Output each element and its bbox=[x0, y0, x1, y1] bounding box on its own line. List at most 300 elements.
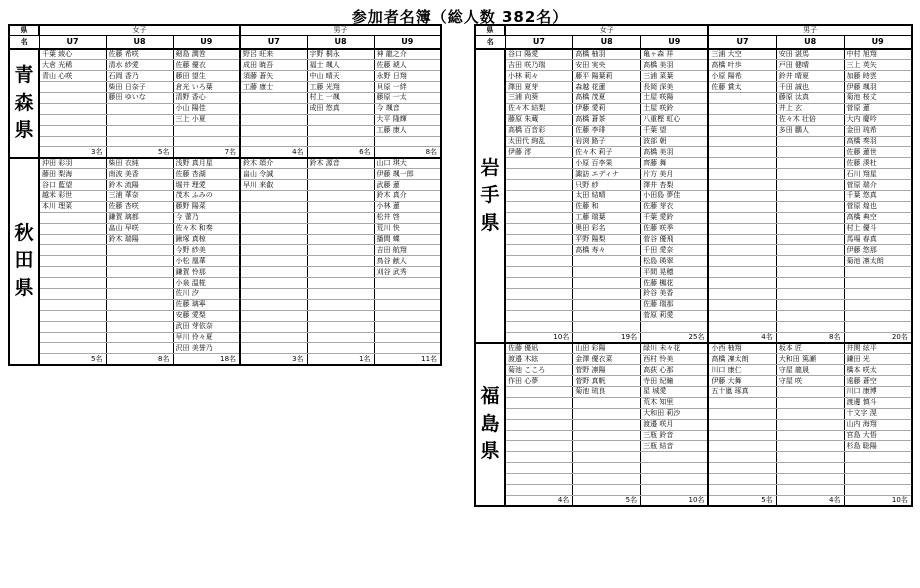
count-cell: 10名 bbox=[641, 495, 709, 506]
participant-cell: 高橋 叶歩 bbox=[708, 60, 776, 71]
participant-cell bbox=[307, 245, 374, 256]
participant-cell bbox=[641, 474, 709, 485]
participant-cell bbox=[39, 234, 106, 245]
table-row bbox=[475, 103, 912, 114]
participant-cell bbox=[106, 267, 173, 278]
participant-cell: 鈴井 晴夏 bbox=[776, 71, 844, 82]
participant-cell: 渡邊 慎斗 bbox=[844, 397, 912, 408]
participant-cell: 西村 怜美 bbox=[641, 354, 709, 365]
participant-cell bbox=[240, 92, 307, 103]
participant-cell: 三瓶 鈴音 bbox=[641, 430, 709, 441]
participant-cell: 千葉 悠真 bbox=[844, 190, 912, 201]
participant-cell bbox=[844, 452, 912, 463]
participant-cell bbox=[573, 441, 641, 452]
table-row bbox=[475, 201, 912, 212]
participant-cell: 三瓶 結音 bbox=[641, 441, 709, 452]
participant-cell: 菅野 真帆 bbox=[573, 376, 641, 387]
table-row bbox=[475, 376, 912, 387]
participant-cell: 越米 彩世 bbox=[39, 190, 106, 201]
participant-cell: 鈴木 瑞陽 bbox=[106, 234, 173, 245]
participant-cell bbox=[844, 299, 912, 310]
participant-cell: 大倉 光稀 bbox=[39, 60, 106, 71]
participant-cell: 坂本 匠 bbox=[776, 343, 844, 354]
participant-cell: 小西 柚翔 bbox=[708, 343, 776, 354]
age-header: U7 bbox=[240, 36, 307, 49]
participant-cell bbox=[708, 310, 776, 321]
participant-cell: 永野 日翔 bbox=[374, 71, 441, 82]
table-row bbox=[9, 256, 441, 267]
participant-cell: 安藤 愛梨 bbox=[173, 310, 240, 321]
count-cell: 7名 bbox=[173, 147, 240, 158]
participant-cell: 菊池 琉良 bbox=[573, 387, 641, 398]
participant-cell bbox=[776, 452, 844, 463]
participant-cell bbox=[776, 169, 844, 180]
pref-col-header-top: 県 bbox=[9, 25, 39, 36]
participant-cell bbox=[307, 136, 374, 147]
participant-cell bbox=[776, 234, 844, 245]
totals-row bbox=[475, 495, 912, 506]
participant-cell bbox=[106, 103, 173, 114]
count-cell: 19名 bbox=[573, 332, 641, 343]
participant-cell bbox=[708, 190, 776, 201]
participant-cell: 工藤 康士 bbox=[240, 82, 307, 93]
participant-cell bbox=[307, 234, 374, 245]
participant-cell bbox=[505, 169, 573, 180]
participant-cell: 三浦 大空 bbox=[708, 49, 776, 60]
participant-cell: 加藤 時雲 bbox=[844, 71, 912, 82]
participant-cell bbox=[641, 452, 709, 463]
table-row bbox=[9, 158, 441, 169]
participant-cell bbox=[39, 288, 106, 299]
participant-cell: 鈴木 源音 bbox=[307, 158, 374, 169]
participant-cell bbox=[307, 212, 374, 223]
participant-cell: 工藤 康人 bbox=[374, 125, 441, 136]
prefecture-label: 岩手県 bbox=[475, 49, 505, 343]
participant-cell: 宮島 大悟 bbox=[844, 430, 912, 441]
participant-cell: 遠藤 蒼空 bbox=[844, 376, 912, 387]
participant-cell: 三浦 華奈 bbox=[106, 190, 173, 201]
participant-cell: 菊池 こころ bbox=[505, 365, 573, 376]
participant-cell: 守屋 咲 bbox=[776, 376, 844, 387]
participant-cell bbox=[776, 288, 844, 299]
participant-cell bbox=[505, 310, 573, 321]
age-header: U9 bbox=[374, 36, 441, 49]
header-age-row bbox=[475, 36, 912, 49]
table-row bbox=[9, 299, 441, 310]
participant-cell bbox=[39, 343, 106, 354]
age-header: U7 bbox=[39, 36, 106, 49]
participant-cell bbox=[505, 441, 573, 452]
participant-cell bbox=[776, 387, 844, 398]
participant-cell: 片方 美月 bbox=[641, 169, 709, 180]
count-cell: 4名 bbox=[776, 495, 844, 506]
participant-cell bbox=[844, 288, 912, 299]
participant-cell: 佐藤 杏湖 bbox=[173, 169, 240, 180]
participant-cell: 波部 朝 bbox=[641, 136, 709, 147]
participant-cell bbox=[573, 256, 641, 267]
participant-cell bbox=[39, 278, 106, 289]
participant-cell: 佐藤 楓花 bbox=[641, 278, 709, 289]
participant-cell bbox=[39, 136, 106, 147]
totals-row bbox=[475, 332, 912, 343]
table-row bbox=[9, 49, 441, 60]
girls-header: 女子 bbox=[505, 25, 708, 36]
participant-cell bbox=[708, 114, 776, 125]
table-row bbox=[475, 245, 912, 256]
count-cell: 5名 bbox=[573, 495, 641, 506]
participant-cell bbox=[307, 343, 374, 354]
participant-cell: 須藤 蒼矢 bbox=[240, 71, 307, 82]
participant-cell bbox=[374, 278, 441, 289]
table-row bbox=[9, 169, 441, 180]
participant-cell: 小田島 夢佳 bbox=[641, 190, 709, 201]
participant-cell bbox=[307, 114, 374, 125]
participant-cell bbox=[505, 278, 573, 289]
participant-cell bbox=[844, 278, 912, 289]
pref-col-header-bottom: 名 bbox=[475, 36, 505, 49]
participant-cell bbox=[776, 463, 844, 474]
participant-cell: 浅野 真月星 bbox=[173, 158, 240, 169]
participant-cell bbox=[573, 430, 641, 441]
participant-cell bbox=[240, 278, 307, 289]
participant-cell bbox=[240, 234, 307, 245]
participant-cell: 佐藤 李琲 bbox=[573, 125, 641, 136]
participant-cell bbox=[776, 321, 844, 332]
participant-cell bbox=[573, 321, 641, 332]
participant-cell bbox=[776, 485, 844, 496]
table-row bbox=[9, 201, 441, 212]
participant-cell: 鈴木 流陽 bbox=[106, 180, 173, 191]
table-row bbox=[475, 463, 912, 474]
count-cell: 8名 bbox=[374, 147, 441, 158]
participant-cell: 伊藤 悠那 bbox=[844, 245, 912, 256]
totals-row bbox=[9, 147, 441, 158]
participant-cell bbox=[240, 114, 307, 125]
participant-cell: 八重樫 虹心 bbox=[641, 114, 709, 125]
participant-cell: 伊藤 颯羽 bbox=[844, 82, 912, 93]
table-row bbox=[475, 278, 912, 289]
participant-cell bbox=[240, 256, 307, 267]
participant-cell: 鎌賀 怜那 bbox=[173, 267, 240, 278]
participant-cell bbox=[708, 397, 776, 408]
participant-cell: 今 蕾乃 bbox=[173, 212, 240, 223]
participant-cell bbox=[573, 288, 641, 299]
participant-cell: 茂木 ふみの bbox=[173, 190, 240, 201]
participant-cell bbox=[708, 474, 776, 485]
count-cell: 4名 bbox=[708, 332, 776, 343]
participant-cell bbox=[240, 310, 307, 321]
participant-cell: 齊藤 舞 bbox=[641, 158, 709, 169]
table-row bbox=[9, 114, 441, 125]
table-row bbox=[9, 234, 441, 245]
participant-cell: 五十嵐 琢真 bbox=[708, 387, 776, 398]
table-row bbox=[9, 136, 441, 147]
participant-cell bbox=[573, 310, 641, 321]
participant-cell: 佐藤 賞太 bbox=[708, 82, 776, 93]
participant-cell: 高橋 美羽 bbox=[641, 147, 709, 158]
participant-cell: 高橋 寿々 bbox=[573, 245, 641, 256]
participant-cell bbox=[307, 267, 374, 278]
age-header: U7 bbox=[505, 36, 573, 49]
table-row bbox=[9, 180, 441, 191]
participant-cell bbox=[776, 430, 844, 441]
age-header: U8 bbox=[106, 36, 173, 49]
participant-cell bbox=[708, 223, 776, 234]
participant-cell: 高荻 心那 bbox=[641, 365, 709, 376]
participant-cell bbox=[240, 245, 307, 256]
participant-cell bbox=[240, 125, 307, 136]
participant-cell: 沢田 美誉乃 bbox=[173, 343, 240, 354]
participant-cell: 馬場 春真 bbox=[844, 234, 912, 245]
table-row bbox=[475, 49, 912, 60]
table-row bbox=[9, 332, 441, 343]
participant-cell: 只野 紗 bbox=[573, 180, 641, 191]
participant-cell: 佐藤 湊杜 bbox=[844, 158, 912, 169]
count-cell: 10名 bbox=[844, 495, 912, 506]
participant-cell: 大平 隆輝 bbox=[374, 114, 441, 125]
participant-cell: 大和田 篤瀬 bbox=[776, 354, 844, 365]
participant-cell: 畠山 令誠 bbox=[240, 169, 307, 180]
participant-cell: 松井 啓 bbox=[374, 212, 441, 223]
participant-cell bbox=[708, 430, 776, 441]
participant-cell: 青山 心咲 bbox=[39, 71, 106, 82]
participant-cell: 小松 凰華 bbox=[173, 256, 240, 267]
count-cell: 3名 bbox=[240, 354, 307, 365]
participant-cell bbox=[708, 419, 776, 430]
participant-cell bbox=[573, 397, 641, 408]
participant-cell: 千葉 綾心 bbox=[39, 49, 106, 60]
participant-cell bbox=[708, 288, 776, 299]
participant-cell: 藤田 ゆいな bbox=[106, 92, 173, 103]
participant-cell: 沖田 彩羽 bbox=[39, 158, 106, 169]
participant-cell bbox=[708, 485, 776, 496]
participant-cell: 守屋 龍晟 bbox=[776, 365, 844, 376]
table-row bbox=[9, 125, 441, 136]
participant-cell bbox=[776, 245, 844, 256]
participant-cell: 大和田 莉沙 bbox=[641, 408, 709, 419]
participant-cell bbox=[505, 190, 573, 201]
participant-cell bbox=[39, 114, 106, 125]
participant-cell bbox=[374, 288, 441, 299]
participant-cell: 藤原 一太 bbox=[374, 92, 441, 103]
participant-cell: 千田 誠也 bbox=[776, 82, 844, 93]
participant-cell bbox=[844, 474, 912, 485]
participant-cell bbox=[776, 136, 844, 147]
participant-cell bbox=[106, 114, 173, 125]
participant-cell: 柴田 衣純 bbox=[106, 158, 173, 169]
participant-cell bbox=[573, 267, 641, 278]
table-row bbox=[9, 321, 441, 332]
participant-cell: 菅原 瑞介 bbox=[844, 180, 912, 191]
participant-cell: 村上 一颯 bbox=[307, 92, 374, 103]
participant-cell: 安田 湛馬 bbox=[776, 49, 844, 60]
header-gender-row bbox=[9, 25, 441, 36]
participant-cell: 石川 翔星 bbox=[844, 169, 912, 180]
participant-cell: 武田 芽依奈 bbox=[173, 321, 240, 332]
participant-cell bbox=[307, 125, 374, 136]
participant-cell: 鈴谷 美香 bbox=[641, 288, 709, 299]
table-row bbox=[475, 60, 912, 71]
participant-cell bbox=[106, 343, 173, 354]
count-cell: 11名 bbox=[374, 354, 441, 365]
participant-cell bbox=[240, 103, 307, 114]
participant-cell: 工藤 瑞葉 bbox=[573, 212, 641, 223]
participant-cell: 亀ヶ森 祥 bbox=[641, 49, 709, 60]
participant-cell bbox=[505, 299, 573, 310]
participant-cell: 高橋 凜太朗 bbox=[708, 354, 776, 365]
participant-cell: 作田 心夢 bbox=[505, 376, 573, 387]
count-cell: 25名 bbox=[641, 332, 709, 343]
participant-cell bbox=[307, 223, 374, 234]
participant-cell: 佐藤 璃寧 bbox=[173, 299, 240, 310]
table-row bbox=[475, 452, 912, 463]
participant-cell bbox=[505, 474, 573, 485]
boys-header: 男子 bbox=[240, 25, 441, 36]
participant-cell bbox=[106, 245, 173, 256]
table-row bbox=[475, 256, 912, 267]
participant-cell: 小原 陽希 bbox=[708, 71, 776, 82]
participant-cell: 小林 莉々 bbox=[505, 71, 573, 82]
participant-cell bbox=[374, 299, 441, 310]
participant-cell bbox=[505, 288, 573, 299]
participant-cell bbox=[39, 310, 106, 321]
participant-cell: 鈴木 真介 bbox=[374, 190, 441, 201]
participant-cell: 千葉 愛鈴 bbox=[641, 212, 709, 223]
participant-cell: 井関 絃平 bbox=[844, 343, 912, 354]
roster-table-left bbox=[8, 24, 442, 366]
participant-cell: 安田 実央 bbox=[573, 60, 641, 71]
participant-cell: 菊池 桜丈 bbox=[844, 92, 912, 103]
participant-cell bbox=[505, 180, 573, 191]
count-cell: 5名 bbox=[39, 354, 106, 365]
participant-cell bbox=[240, 212, 307, 223]
participant-cell bbox=[573, 278, 641, 289]
table-row bbox=[475, 147, 912, 158]
participant-cell: 佐々木 結梨 bbox=[505, 103, 573, 114]
participant-cell bbox=[641, 321, 709, 332]
participant-cell: 三浦 菜葉 bbox=[641, 71, 709, 82]
count-cell: 5名 bbox=[106, 147, 173, 158]
participant-cell bbox=[776, 408, 844, 419]
participant-cell: 平野 陽梨 bbox=[573, 234, 641, 245]
participant-cell bbox=[240, 343, 307, 354]
participant-cell: 佐藤 瑞那 bbox=[641, 299, 709, 310]
participant-cell: 奥田 彩名 bbox=[573, 223, 641, 234]
count-cell: 18名 bbox=[173, 354, 240, 365]
participant-cell bbox=[708, 103, 776, 114]
participant-cell: 伊藤 愛莉 bbox=[573, 103, 641, 114]
age-header: U7 bbox=[708, 36, 776, 49]
participant-cell bbox=[307, 321, 374, 332]
participant-cell: 谷口 藍望 bbox=[39, 180, 106, 191]
participant-cell: 村上 優斗 bbox=[844, 223, 912, 234]
table-row bbox=[9, 82, 441, 93]
participant-cell bbox=[374, 310, 441, 321]
participant-cell: 堀井 理愛 bbox=[173, 180, 240, 191]
participant-cell: 澤井 杏梨 bbox=[641, 180, 709, 191]
participant-cell bbox=[505, 321, 573, 332]
participant-cell: 鳥谷 献人 bbox=[374, 256, 441, 267]
participant-cell bbox=[776, 212, 844, 223]
participant-cell: 渡邉 木絃 bbox=[505, 354, 573, 365]
participant-cell bbox=[374, 136, 441, 147]
table-row bbox=[475, 343, 912, 354]
age-header: U8 bbox=[307, 36, 374, 49]
participant-cell: 貝原 一絆 bbox=[374, 82, 441, 93]
participant-cell bbox=[641, 485, 709, 496]
participant-cell: 岩渕 路子 bbox=[573, 136, 641, 147]
participant-cell bbox=[307, 278, 374, 289]
participant-cell bbox=[307, 190, 374, 201]
table-row bbox=[9, 190, 441, 201]
table-row bbox=[9, 223, 441, 234]
participant-cell: 佐藤 優凪 bbox=[505, 343, 573, 354]
participant-cell bbox=[573, 408, 641, 419]
participant-cell: 森越 花蓮 bbox=[573, 82, 641, 93]
participant-cell bbox=[573, 474, 641, 485]
table-row bbox=[9, 103, 441, 114]
participant-cell bbox=[708, 201, 776, 212]
table-row bbox=[475, 114, 912, 125]
participant-cell bbox=[505, 212, 573, 223]
participant-cell bbox=[708, 267, 776, 278]
table-row bbox=[475, 169, 912, 180]
participant-cell: 太田代 絢乱 bbox=[505, 136, 573, 147]
table-row bbox=[9, 278, 441, 289]
participant-cell: 菊池 凛太朗 bbox=[844, 256, 912, 267]
participant-cell: 中村 旭翔 bbox=[844, 49, 912, 60]
prefecture-label: 青森県 bbox=[9, 49, 39, 158]
participant-cell: 菅原 蓮 bbox=[844, 103, 912, 114]
participant-cell bbox=[708, 234, 776, 245]
participant-cell: 諏訪 エディナ bbox=[573, 169, 641, 180]
participant-cell: 藤原 汰真 bbox=[776, 92, 844, 103]
participant-cell: 中山 晴天 bbox=[307, 71, 374, 82]
table-row bbox=[475, 354, 912, 365]
participant-cell bbox=[39, 299, 106, 310]
participant-cell: 太田 結晴 bbox=[573, 190, 641, 201]
participant-cell bbox=[708, 245, 776, 256]
participant-cell bbox=[776, 419, 844, 430]
participant-cell bbox=[173, 125, 240, 136]
participant-cell bbox=[776, 180, 844, 191]
count-cell: 8名 bbox=[106, 354, 173, 365]
participant-cell: 川口 康仁 bbox=[708, 365, 776, 376]
page-title: 参加者名簿（総人数 382名） bbox=[351, 8, 569, 26]
participant-cell: 吉田 咲乃瑞 bbox=[505, 60, 573, 71]
participant-cell: 倉光 いろ葉 bbox=[173, 82, 240, 93]
participant-cell bbox=[708, 158, 776, 169]
participant-cell: 早川 伶々夏 bbox=[173, 332, 240, 343]
participant-cell bbox=[708, 92, 776, 103]
participant-cell bbox=[708, 299, 776, 310]
table-row bbox=[9, 343, 441, 354]
participant-cell bbox=[240, 190, 307, 201]
participant-cell: 藤田 梨海 bbox=[39, 169, 106, 180]
participant-cell bbox=[505, 201, 573, 212]
participant-cell bbox=[106, 310, 173, 321]
participant-cell bbox=[505, 430, 573, 441]
participant-cell: 播間 蝶 bbox=[374, 234, 441, 245]
participant-cell: 鍬塚 真椋 bbox=[173, 234, 240, 245]
participant-cell bbox=[505, 158, 573, 169]
participant-cell bbox=[844, 267, 912, 278]
participant-cell: 菅谷 優飛 bbox=[641, 234, 709, 245]
participant-cell bbox=[240, 136, 307, 147]
table-row bbox=[475, 190, 912, 201]
participant-cell: 菅野 凛陽 bbox=[573, 365, 641, 376]
participant-cell bbox=[708, 441, 776, 452]
